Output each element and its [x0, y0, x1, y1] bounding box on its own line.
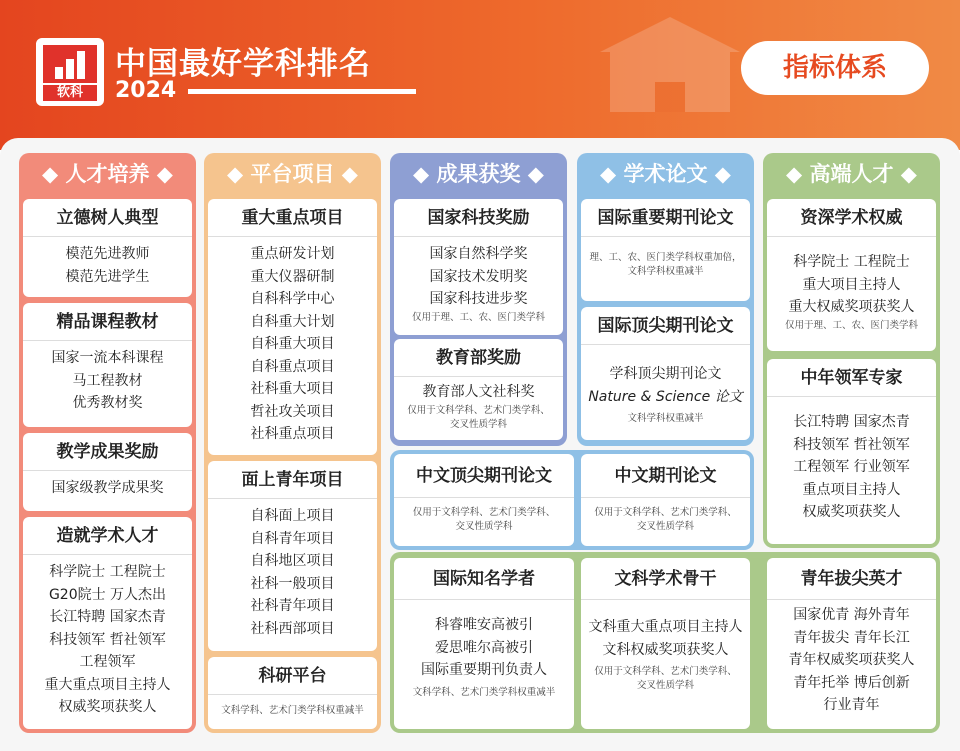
indicator-item: 科技领军 哲社领军	[49, 631, 166, 648]
card-title: 国家科技奖励	[394, 199, 563, 237]
column-heading: ◆ 人才培养 ◆	[42, 162, 173, 186]
indicator-item: 自科重大计划	[250, 313, 335, 330]
card-title: 青年拔尖英才	[767, 558, 936, 600]
indicator-card	[208, 657, 377, 729]
indicator-item: 工程领军 行业领军	[793, 459, 910, 475]
indicator-item: 科技领军 哲社领军	[793, 436, 910, 453]
card-title: 精品课程教材	[23, 303, 192, 341]
indicator-item: 科睿唯安高被引	[435, 617, 533, 633]
logo-text: 软科	[43, 85, 97, 101]
indicator-item: 文科权威奖项获奖人	[602, 641, 729, 658]
indicator-item: 权威奖项获奖人	[802, 504, 901, 520]
weight-note: 文科学科、艺术门类学科权重减半	[412, 686, 556, 698]
indicator-card	[394, 339, 563, 440]
title-underline	[188, 89, 416, 94]
weight-note: 文科学科权重减半	[627, 266, 704, 277]
page-title: 中国最好学科排名	[115, 46, 371, 82]
indicator-card	[767, 558, 936, 729]
indicator-item: 教育部人文社科奖	[422, 384, 535, 400]
indicator-item: 重大仪器研制	[250, 268, 335, 285]
column-heading: ◆ 成果获奖 ◆	[413, 162, 544, 186]
card-title: 国际知名学者	[394, 558, 574, 600]
weight-note: 交叉性质学科	[636, 680, 694, 691]
card-title: 教育部奖励	[394, 339, 563, 377]
indicator-card	[581, 307, 750, 440]
indicator-item: 权威奖项获奖人	[58, 699, 157, 715]
indicator-item: 国家优青 海外青年	[793, 607, 910, 623]
indicator-card	[581, 199, 750, 301]
indicator-item: 自科面上项目	[250, 508, 335, 524]
indicator-item: 模范先进教师	[65, 246, 150, 262]
indicator-card	[23, 303, 192, 427]
column-platform-projects	[204, 153, 381, 733]
indicator-item: 国家自然科学奖	[429, 246, 528, 262]
indicator-item: 重大重点项目主持人	[44, 676, 171, 693]
indicator-item: 重点研发计划	[250, 246, 335, 262]
indicator-item: 社科一般项目	[250, 575, 335, 592]
building-watermark	[600, 12, 740, 122]
indicator-card	[23, 517, 192, 729]
indicator-item: Nature & Science 论文	[588, 388, 743, 405]
indicator-card	[23, 433, 192, 511]
indicator-item: 青年托举 博后创新	[793, 674, 910, 691]
indicator-item: 自科重大项目	[250, 336, 335, 352]
column-heading: ◆ 高端人才 ◆	[786, 162, 917, 186]
indicator-item: 工程领军	[79, 654, 136, 670]
weight-note: 仅用于文科学科、艺术门类学科、	[412, 507, 556, 518]
column-papers	[577, 153, 754, 446]
weight-note: 仅用于理、工、农、医门类学科	[784, 319, 918, 331]
indicator-item: 国家一流本科课程	[51, 350, 164, 366]
indicator-item: 哲社攻关项目	[250, 403, 335, 420]
indicator-item: 国家科技进步奖	[429, 291, 528, 307]
row-scholars	[390, 552, 940, 733]
weight-note: 交叉性质学科	[636, 521, 694, 532]
indicator-item: 长江特聘 国家杰青	[49, 609, 166, 625]
column-heading: ◆ 学术论文 ◆	[600, 162, 731, 186]
indicator-item: 国家技术发明奖	[429, 268, 528, 285]
card-title: 资深学术权威	[767, 199, 936, 237]
column-heading: ◆ 平台项目 ◆	[227, 162, 358, 186]
indicator-item: 青年拔尖 青年长江	[793, 629, 910, 646]
card-title: 中年领军专家	[767, 359, 936, 397]
indicator-item: 自科科学中心	[250, 291, 335, 307]
indicator-item: 模范先进学生	[65, 268, 150, 285]
indicator-item: 重点项目主持人	[802, 481, 901, 498]
card-title: 教学成果奖励	[23, 433, 192, 471]
indicator-item: 长江特聘 国家杰青	[793, 414, 910, 430]
card-title: 国际顶尖期刊论文	[581, 307, 750, 345]
indicator-item: 重大项目主持人	[802, 276, 901, 293]
indicator-item: 国家级教学成果奖	[51, 480, 164, 496]
indicator-item: 重大权威奖项获奖人	[788, 299, 915, 315]
indicator-item: G20院士 万人杰出	[48, 586, 167, 603]
weight-note: 文科学科、艺术门类学科权重减半	[221, 705, 364, 716]
indicator-card	[208, 199, 377, 455]
indicator-card	[208, 461, 377, 651]
indicator-card	[394, 558, 574, 729]
indicator-card	[394, 199, 563, 335]
weight-note: 仅用于文科学科、艺术门类学科、	[594, 666, 737, 677]
indicator-item: 科学院士 工程院士	[793, 254, 910, 270]
indicator-item: 自科地区项目	[250, 553, 335, 569]
weight-note: 仅用于文科学科、艺术门类学科、	[407, 404, 550, 416]
logo-chart-icon	[43, 45, 97, 83]
indicator-item: 国际重要期刊负责人	[421, 662, 547, 678]
indicator-card	[581, 454, 750, 546]
card-title: 国际重要期刊论文	[581, 199, 750, 237]
indicator-card	[767, 359, 936, 544]
indicator-item: 社科西部项目	[250, 620, 335, 637]
weight-note: 交叉性质学科	[449, 418, 507, 430]
card-title: 重大重点项目	[208, 199, 377, 237]
indicator-item: 自科青年项目	[250, 530, 335, 547]
weight-note: 仅用于理、工、农、医门类学科	[411, 311, 545, 323]
indicator-item: 青年权威奖项获奖人	[788, 652, 915, 668]
indicator-card	[767, 199, 936, 351]
indicator-item: 自科重点项目	[250, 358, 335, 375]
indicator-item: 社科重点项目	[250, 426, 335, 442]
weight-note: 文科学科权重减半	[627, 413, 704, 424]
indicator-item: 学科顶尖期刊论文	[609, 366, 722, 382]
card-title: 造就学术人才	[23, 517, 192, 555]
indicator-system-badge: 指标体系	[741, 41, 929, 95]
ranking-logo	[36, 38, 104, 106]
weight-note: 仅用于文科学科、艺术门类学科、	[594, 507, 737, 518]
page-year: 2024	[115, 78, 177, 103]
indicator-card	[581, 558, 750, 729]
indicator-item: 科学院士 工程院士	[49, 564, 166, 580]
column-awards	[390, 153, 567, 446]
card-title: 中文期刊论文	[581, 454, 750, 498]
weight-note: 理、工、农、医门类学科权重加倍，	[589, 252, 742, 263]
column-top-talent	[763, 153, 940, 548]
indicator-item: 爱思唯尔高被引	[435, 639, 533, 656]
indicator-item: 行业青年	[823, 697, 880, 713]
indicator-card	[23, 199, 192, 297]
card-title: 中文顶尖期刊论文	[394, 454, 574, 498]
row-chinese-journal-papers	[390, 450, 754, 550]
indicator-item: 马工程教材	[72, 372, 143, 389]
card-title: 科研平台	[208, 657, 377, 695]
indicator-item: 优秀教材奖	[72, 395, 143, 411]
card-title: 面上青年项目	[208, 461, 377, 499]
weight-note: 交叉性质学科	[455, 521, 513, 532]
indicator-item: 文科重大重点项目主持人	[588, 619, 743, 635]
card-title: 立德树人典型	[23, 199, 192, 237]
card-title: 文科学术骨干	[581, 558, 750, 600]
column-talent-cultivation	[19, 153, 196, 733]
indicator-item: 社科重大项目	[250, 381, 335, 397]
indicator-card	[394, 454, 574, 546]
indicator-item: 社科青年项目	[250, 598, 335, 614]
